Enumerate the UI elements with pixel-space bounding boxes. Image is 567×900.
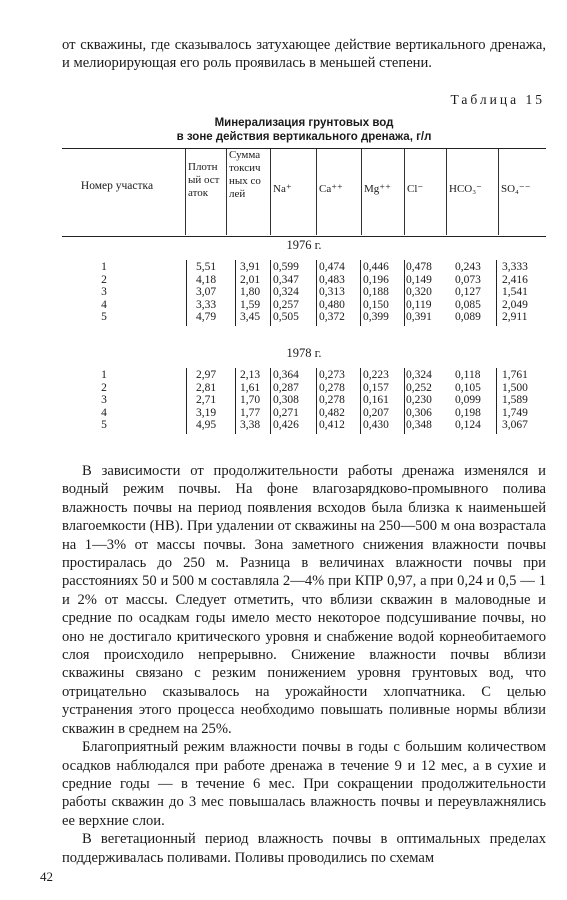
cell-mg: 0,430 — [363, 419, 389, 431]
plot-number: 4 — [101, 406, 107, 419]
header-ca — [316, 149, 361, 235]
plot-number: 2 — [101, 381, 107, 394]
cell-cl: 0,119 — [406, 298, 432, 311]
cell-dry: 4,95 — [196, 419, 217, 431]
cell-so4: 2,911 — [502, 311, 528, 323]
cell-sum: 1,77 — [240, 406, 261, 419]
cell-dry: 2,81 — [196, 381, 217, 394]
column-rule — [316, 368, 317, 434]
cell-sum: 2,13 — [240, 369, 261, 381]
header-cl-text: Cl⁻ — [407, 183, 424, 195]
cell-so4: 3,333 — [502, 261, 528, 273]
plot-number: 5 — [101, 419, 107, 431]
year-heading: 1976 г. — [286, 238, 322, 252]
cell-na: 0,324 — [273, 286, 299, 298]
page-number: 42 — [40, 869, 53, 884]
cell-hco3: 0,118 — [455, 369, 481, 381]
cell-cl: 0,306 — [406, 406, 432, 419]
paragraph-2: Благоприятный режим влажности почвы в годы с большим количеством осадков наблюдался при работе дренажа в течение 9 и 12 мес, а в сухие и средние годы — в течение 6 мес. При сокращении продолжительности работы скважин до 3 мес повышалась влажность почвы и переувлажнялись ее верхние слои. — [62, 739, 546, 829]
cell-na: 0,599 — [273, 261, 299, 273]
cell-ca: 0,278 — [319, 381, 345, 394]
header-plot-number: Номер участка — [80, 180, 154, 192]
cell-na: 0,287 — [273, 381, 299, 394]
cell-sum: 2,01 — [240, 273, 261, 286]
header-toxic-salts — [226, 149, 270, 235]
cell-hco3: 0,073 — [455, 273, 481, 286]
table-caption — [62, 116, 546, 144]
cell-na: 0,271 — [273, 406, 299, 419]
plot-number: 5 — [101, 311, 107, 323]
cell-so4: 1,500 — [502, 381, 528, 394]
column-rule — [360, 260, 361, 326]
plot-number: 2 — [101, 273, 107, 286]
cell-sum: 1,61 — [240, 381, 261, 394]
cell-cl: 0,230 — [406, 394, 432, 406]
cell-dry: 5,51 — [196, 261, 217, 273]
cell-so4: 1,541 — [502, 286, 528, 298]
cell-so4: 3,067 — [502, 419, 528, 431]
header-dry-residue-text: Плотный остаток — [188, 161, 220, 199]
cell-mg: 0,188 — [363, 286, 389, 298]
table-caption-line2: в зоне действия вертикального дренажа, г/л — [176, 131, 432, 143]
cell-ca: 0,482 — [319, 406, 345, 419]
column-rule — [360, 368, 361, 434]
plot-number: 1 — [101, 261, 107, 273]
cell-mg: 0,161 — [363, 394, 389, 406]
cell-mg: 0,150 — [363, 298, 389, 311]
cell-sum: 1,59 — [240, 298, 261, 311]
cell-hco3: 0,105 — [455, 381, 481, 394]
cell-na: 0,364 — [273, 369, 299, 381]
cell-dry: 3,07 — [196, 286, 217, 298]
header-na-text: Na⁺ — [273, 183, 292, 195]
cell-dry: 3,19 — [196, 406, 217, 419]
cell-dry: 2,71 — [196, 394, 217, 406]
cell-sum: 3,38 — [240, 419, 261, 431]
cell-ca: 0,483 — [319, 273, 345, 286]
paragraph-3: В вегетационный период влажность почвы в оптимальных пределах поддерживалась поливами. Поливы проводились по схемам — [62, 831, 546, 866]
header-hco3 — [446, 149, 498, 235]
cell-na: 0,347 — [273, 273, 299, 286]
cell-mg: 0,223 — [363, 369, 389, 381]
column-rule — [316, 260, 317, 326]
cell-so4: 2,416 — [502, 273, 528, 286]
column-rule — [235, 260, 236, 326]
cell-so4: 1,761 — [502, 369, 528, 381]
table-header — [0, 149, 567, 235]
plot-number: 4 — [101, 298, 107, 311]
cell-mg: 0,196 — [363, 273, 389, 286]
table-header-rule — [62, 236, 546, 237]
body-text — [62, 462, 546, 867]
header-so4-text: SO₄⁻⁻ — [501, 183, 531, 195]
cell-mg: 0,157 — [363, 381, 389, 394]
cell-ca: 0,412 — [319, 419, 345, 431]
cell-cl: 0,391 — [406, 311, 432, 323]
column-rule — [404, 368, 405, 434]
cell-hco3: 0,085 — [455, 298, 481, 311]
cell-hco3: 0,099 — [455, 394, 481, 406]
cell-hco3: 0,124 — [455, 419, 481, 431]
cell-ca: 0,372 — [319, 311, 345, 323]
cell-dry: 3,33 — [196, 298, 217, 311]
cell-na: 0,505 — [273, 311, 299, 323]
column-rule — [404, 260, 405, 326]
cell-so4: 1,589 — [502, 394, 528, 406]
cell-cl: 0,348 — [406, 419, 432, 431]
cell-mg: 0,446 — [363, 261, 389, 273]
table-caption-line1: Минерализация грунтовых вод — [214, 117, 394, 129]
intro-paragraph: от скважины, где сказывалось затухающее действие вертикального дренажа, и мелиорирующая его роль проявилась в меньшей степени. — [62, 37, 546, 72]
header-na — [270, 149, 316, 235]
cell-ca: 0,474 — [319, 261, 345, 273]
cell-sum: 1,70 — [240, 394, 261, 406]
cell-cl: 0,149 — [406, 273, 432, 286]
plot-number: 3 — [101, 286, 107, 298]
header-ca-text: Ca⁺⁺ — [319, 183, 343, 195]
cell-dry: 4,79 — [196, 311, 217, 323]
cell-ca: 0,278 — [319, 394, 345, 406]
table-number: Таблица 15 — [450, 92, 545, 107]
cell-cl: 0,324 — [406, 369, 432, 381]
cell-ca: 0,273 — [319, 369, 345, 381]
column-rule — [270, 368, 271, 434]
cell-na: 0,426 — [273, 419, 299, 431]
column-rule — [186, 260, 187, 326]
header-hco3-text: HCO₃⁻ — [449, 183, 482, 195]
year-heading: 1978 г. — [286, 346, 322, 360]
header-mg — [361, 149, 404, 235]
cell-ca: 0,480 — [319, 298, 345, 311]
cell-cl: 0,252 — [406, 381, 432, 394]
paragraph-1: В зависимости от продолжительности работы дренажа изменялся и водный режим почвы. На фоне влагозарядково-промывного полива влажность почвы на период появления всходов была близка к наименьшей влагоемкости (НВ). При удалении от скважины на 250—500 м она возрастала на 1—3% от массы почвы. Зона заметного снижения влажности почвы простиралась до 250 м. Разница в величинах влажности почвы при расстояниях 50 и 500 м составляла 2—4% при КПР 0,97, а при 0,24 и 0,5 — 1 и 2% от массы. Следует отметить, что вблизи скважин в маловодные и средние по осадкам годы имело место некоторое подсушивание почвы, но оно не достигало критического уровня и снабжение водой корнеобитаемого слоя происходило непрерывно. Снижение влажности почвы вблизи скважины связано с резким понижением уровня грунтовых вод, что отрицательно сказывалось на урожайности хлопчатника. С целью устранения этого процесса необходимо повышать поливные нормы вблизи скважин в среднем на 25%. — [62, 463, 546, 737]
cell-dry: 4,18 — [196, 273, 217, 286]
cell-hco3: 0,089 — [455, 311, 481, 323]
header-mg-text: Mg⁺⁺ — [364, 183, 391, 195]
cell-cl: 0,478 — [406, 261, 432, 273]
header-so4 — [498, 149, 546, 235]
column-rule — [496, 368, 497, 434]
cell-ca: 0,313 — [319, 286, 345, 298]
header-cl — [404, 149, 446, 235]
cell-so4: 1,749 — [502, 406, 528, 419]
cell-hco3: 0,198 — [455, 406, 481, 419]
header-dry-residue — [185, 149, 226, 235]
column-rule — [496, 260, 497, 326]
column-rule — [235, 368, 236, 434]
cell-sum: 3,45 — [240, 311, 261, 323]
cell-sum: 3,91 — [240, 261, 261, 273]
cell-mg: 0,207 — [363, 406, 389, 419]
column-rule — [186, 368, 187, 434]
plot-number: 3 — [101, 394, 107, 406]
cell-sum: 1,80 — [240, 286, 261, 298]
cell-mg: 0,399 — [363, 311, 389, 323]
cell-so4: 2,049 — [502, 298, 528, 311]
cell-na: 0,257 — [273, 298, 299, 311]
header-toxic-salts-text: Сумма токсичных солей — [229, 149, 261, 200]
column-rule — [270, 260, 271, 326]
cell-hco3: 0,127 — [455, 286, 481, 298]
cell-na: 0,308 — [273, 394, 299, 406]
cell-dry: 2,97 — [196, 369, 217, 381]
cell-cl: 0,320 — [406, 286, 432, 298]
plot-number: 1 — [101, 369, 107, 381]
cell-hco3: 0,243 — [455, 261, 481, 273]
